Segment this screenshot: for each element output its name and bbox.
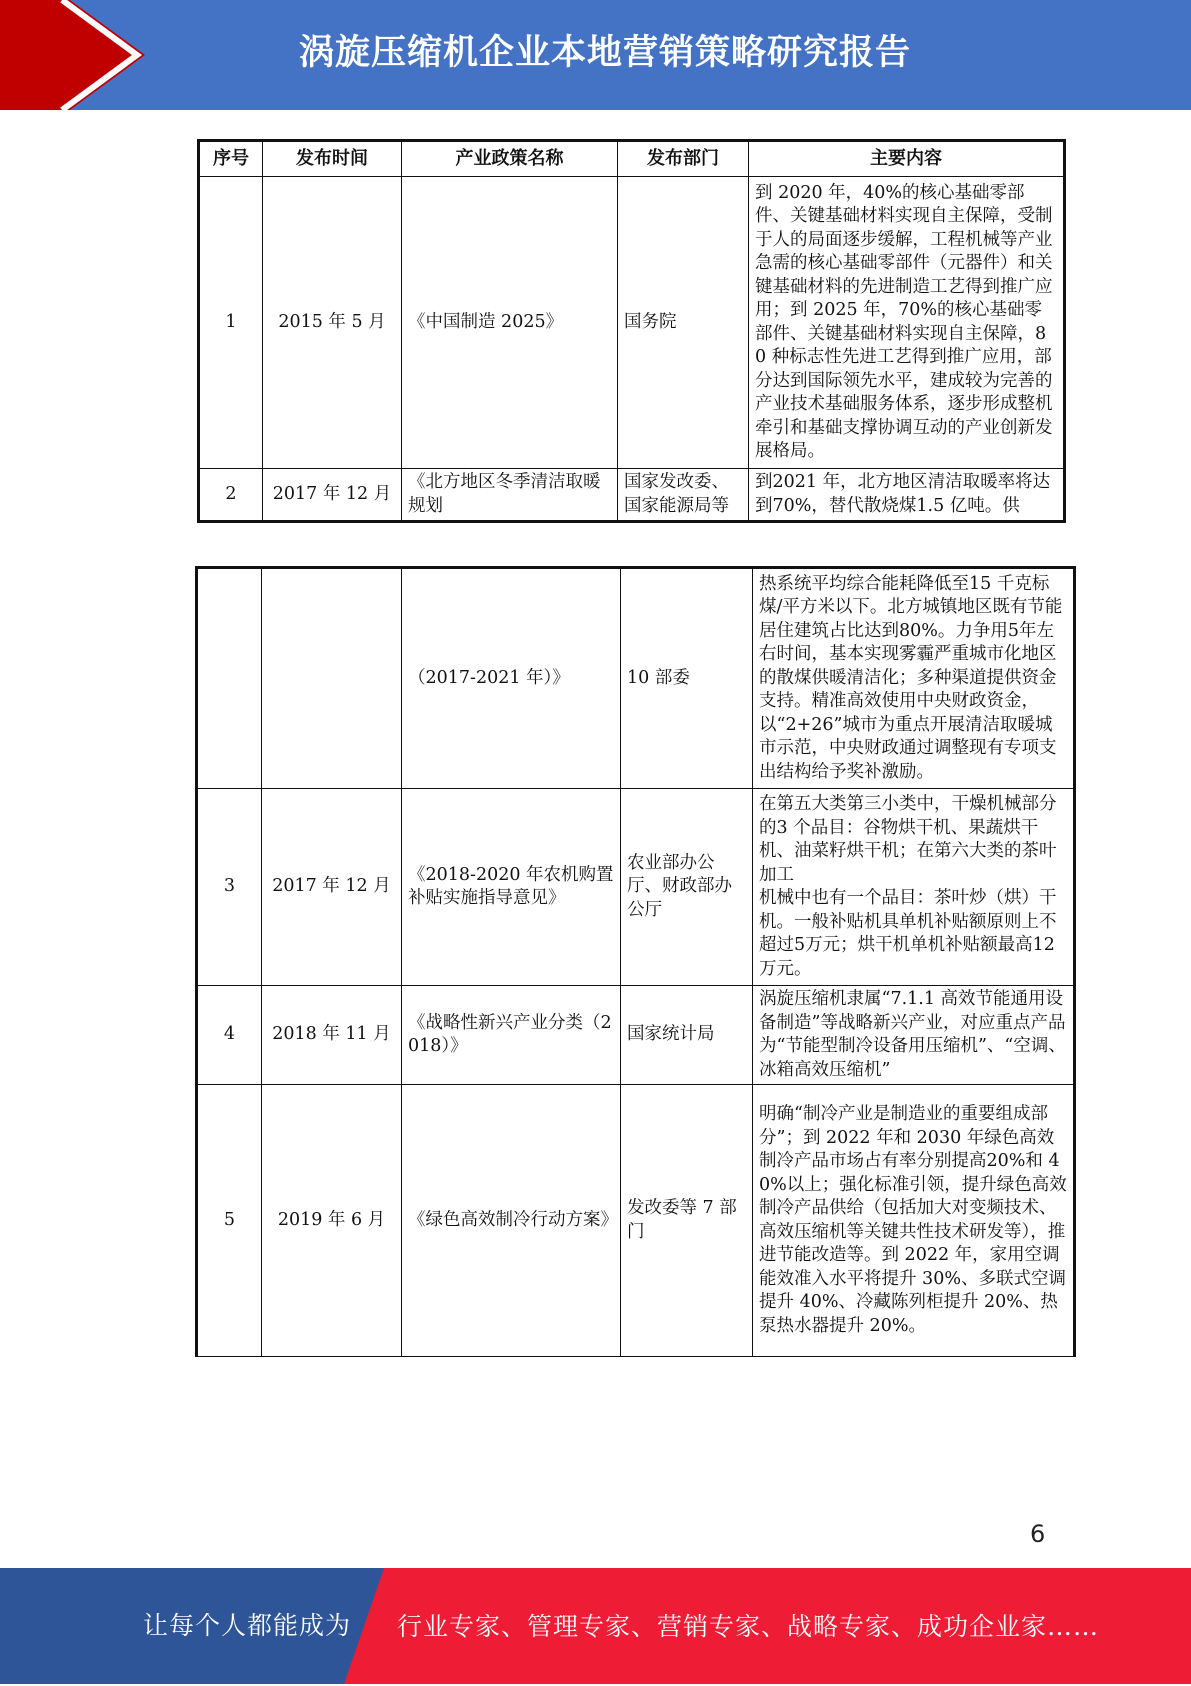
table-row xyxy=(199,177,1065,469)
header-cell-date: 发布时间 xyxy=(263,141,402,177)
cell-content-part-a: 在第五大类第三小类中，干燥机械部分的3 个品目：谷物烘干机、果蔬烘干机、油菜籽烘干机；在第六大类的茶叶加工 xyxy=(759,794,1057,885)
header-cell-policy-name: 产业政策名称 xyxy=(402,141,618,177)
cell-content xyxy=(753,789,1075,986)
cell-date-empty xyxy=(262,568,402,789)
cell-policy-name: 《北方地区冬季清洁取暖规划 xyxy=(402,469,618,522)
header-cell-index: 序号 xyxy=(199,141,263,177)
cell-index: 1 xyxy=(199,177,263,469)
cell-date: 2019 年 6 月 xyxy=(262,1085,402,1357)
page-number: 6 xyxy=(1030,1520,1046,1548)
cell-date: 2017 年 12 月 xyxy=(263,469,402,522)
policy-table-part-2 xyxy=(195,566,1076,1357)
cell-index-empty xyxy=(197,568,262,789)
cell-department: 国家发改委、国家能源局等 xyxy=(618,469,749,522)
cell-policy-name: 《战略性新兴产业分类（2018）》 xyxy=(402,986,621,1085)
report-title: 涡旋压缩机企业本地营销策略研究报告 xyxy=(298,33,911,73)
table-row xyxy=(199,469,1065,522)
cell-department: 发改委等 7 部门 xyxy=(621,1085,753,1357)
cell-index: 2 xyxy=(199,469,263,522)
table-row xyxy=(197,1085,1075,1357)
table-row xyxy=(197,789,1075,986)
cell-index: 3 xyxy=(197,789,262,986)
cell-department: 国家统计局 xyxy=(621,986,753,1085)
cell-policy-name: （2017-2021 年）》 xyxy=(402,568,621,789)
cell-index: 4 xyxy=(197,986,262,1085)
policy-table-part-1 xyxy=(197,139,1066,523)
header-cell-content: 主要内容 xyxy=(749,141,1065,177)
cell-content: 涡旋压缩机隶属“7.1.1 高效节能通用设备制造”等战略新兴产业，对应重点产品为“节能型制冷设备用压缩机”、“空调、冰箱高效压缩机” xyxy=(753,986,1075,1085)
cell-policy-name: 《中国制造 2025》 xyxy=(402,177,618,469)
table-row xyxy=(197,986,1075,1085)
table-header-row xyxy=(199,141,1065,177)
cell-content: 明确“制冷产业是制造业的重要组成部分”；到 2022 年和 2030 年绿色高效制冷产品市场占有率分别提高20%和 40%以上；强化标准引领，提升绿色高效制冷产品供给（包括加大对变频技术、高效压缩机等关键共性技术研发等），推进节能改造等。到 2022 年，家用空调能效准入水平将提升 30%、多联式空调提升 40%、冷藏陈列柜提升 20%、热泵热水器提升 20%。 xyxy=(753,1085,1075,1357)
cell-department: 国务院 xyxy=(618,177,749,469)
cell-content: 到 2020 年，40%的核心基础零部件、关键基础材料实现自主保障，受制于人的局面逐步缓解，工程机械等产业急需的核心基础零部件（元器件）和关键基础材料的先进制造工艺得到推广应用；到 2025 年，70%的核心基础零部件、关键基础材料实现自主保障，80 种标志性先进工艺得到推广应用，部分达到国际领先水平，建成较为完善的产业技术基础服务体系，逐步形成整机牵引和基础支撑协调互动的产业创新发展格局。 xyxy=(749,177,1065,469)
cell-department: 10 部委 xyxy=(621,568,753,789)
cell-index: 5 xyxy=(197,1085,262,1357)
page-footer xyxy=(0,1568,1191,1684)
table-row-continued xyxy=(197,568,1075,789)
header-cell-department: 发布部门 xyxy=(618,141,749,177)
cell-department: 农业部办公厅、财政部办公厅 xyxy=(621,789,753,986)
page-header xyxy=(0,0,1191,110)
cell-policy-name: 《绿色高效制冷行动方案》 xyxy=(402,1085,621,1357)
cell-date: 2015 年 5 月 xyxy=(263,177,402,469)
cell-content: 热系统平均综合能耗降低至15 千克标煤/平方米以下。北方城镇地区既有节能居住建筑占比达到80%。力争用5年左右时间，基本实现雾霾严重城市化地区的散煤供暖清洁化；多种渠道提供资金支持。精准高效使用中央财政资金，以“2+26”城市为重点开展清洁取暖城市示范，中央财政通过调整现有专项支出结构给予奖补激励。 xyxy=(753,568,1075,789)
cell-policy-name: 《2018-2020 年农机购置补贴实施指导意见》 xyxy=(402,789,621,986)
cell-date: 2017 年 12 月 xyxy=(262,789,402,986)
footer-slogan-left: 让每个人都能成为 xyxy=(143,1611,352,1640)
cell-date: 2018 年 11 月 xyxy=(262,986,402,1085)
cell-content-part-b: 机械中也有一个品目：茶叶炒（烘）干机。一般补贴机具单机补贴额原则上不超过5万元；烘干机单机补贴额最高12万元。 xyxy=(759,888,1057,979)
cell-content: 到2021 年，北方地区清洁取暖率将达到70%，替代散烧煤1.5 亿吨。供 xyxy=(749,469,1065,522)
footer-slogan-right: 行业专家、管理专家、营销专家、战略专家、成功企业家…… xyxy=(397,1612,1100,1641)
